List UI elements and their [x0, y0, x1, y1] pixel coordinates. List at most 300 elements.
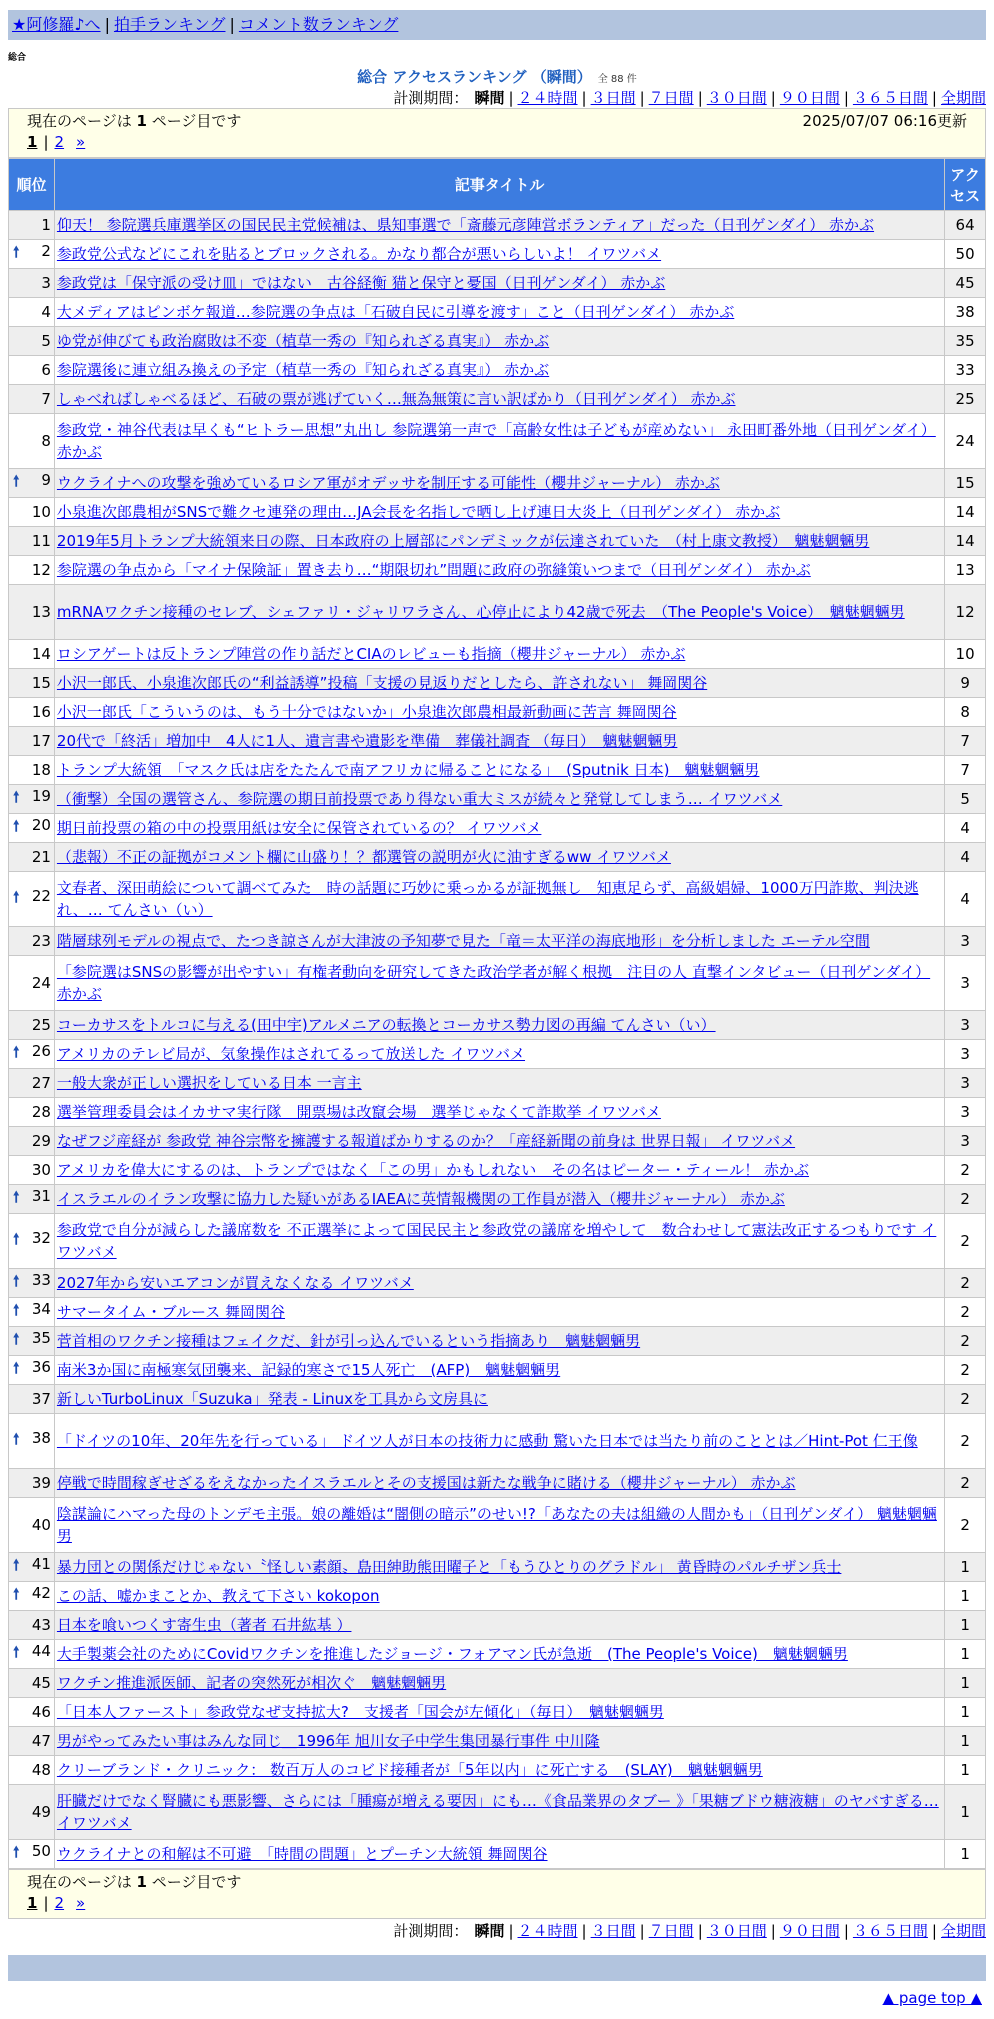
rank-cell [9, 1356, 55, 1385]
table-row [9, 527, 986, 556]
rank-up-arrow-icon: 🠕 [13, 1229, 20, 1248]
rank-cell [9, 1582, 55, 1611]
rank-number: 3 [41, 274, 51, 292]
article-link[interactable]: 一般大衆が正しい選択をしている日本 一言主 [56, 1074, 362, 1092]
article-link[interactable]: 菅首相のワクチン接種はフェイクだ、針が引っ込んでいるという指摘あり 魑魅魍魎男 [56, 1332, 641, 1350]
title-cell [54, 527, 944, 556]
rank-up-arrow-icon: 🠕 [13, 1642, 20, 1661]
table-row [9, 1469, 986, 1498]
article-link[interactable]: コーカサスをトルコに与える(田中宇)アルメニアの転換とコーカサス勢力図の再編 てんさい（い） [56, 1016, 716, 1034]
table-row [9, 756, 986, 785]
rank-cell [9, 1069, 55, 1098]
table-row [9, 1269, 986, 1298]
table-row [9, 640, 986, 669]
page-title: 総合 アクセスランキング （瞬間） [357, 68, 592, 86]
access-count: 1 [945, 1611, 986, 1640]
table-row [9, 1356, 986, 1385]
page-1-current: 1 [27, 1894, 38, 1912]
period-separator: | [639, 89, 645, 107]
title-cell [54, 1127, 944, 1156]
rank-cell [9, 269, 55, 298]
rank-up-arrow-icon: 🠕 [13, 1042, 20, 1061]
period-current: 瞬間 [474, 1922, 505, 1940]
rank-number: 4 [41, 303, 51, 321]
pager-links-bottom: 1 | 2 » [27, 1894, 86, 1912]
article-link[interactable]: 文春者、深田萌絵について調べてみた 時の話題に巧妙に乗っかるが証拠無し 知恵足らず、高級娼婦、1000万円詐欺、判決逃れ、… てんさい（い） [56, 879, 919, 919]
rank-number: 40 [31, 1516, 51, 1534]
table-row [9, 1298, 986, 1327]
nav-separator: | [229, 15, 235, 34]
table-row [9, 1127, 986, 1156]
pager-bottom [8, 1869, 986, 1919]
rank-number: 7 [41, 390, 51, 408]
article-link[interactable]: 暴力団との関係だけじゃない〝怪しい素顔〟島田紳助熊田曜子と「もうひとりのグラドル」 黄昏時のパルチザン兵士 [56, 1558, 842, 1576]
period-bar-bottom [8, 1921, 986, 1941]
table-row [9, 1011, 986, 1040]
table-row [9, 1385, 986, 1414]
title-cell [54, 669, 944, 698]
title-cell [54, 556, 944, 585]
access-count: 24 [945, 414, 986, 469]
title-cell [54, 1385, 944, 1414]
title-cell [54, 756, 944, 785]
rank-cell [9, 956, 55, 1011]
rank-cell [9, 327, 55, 356]
title-cell [54, 585, 944, 640]
title-cell [54, 1698, 944, 1727]
title-cell [54, 872, 944, 927]
section-label: 総合 [8, 53, 27, 63]
rank-cell [9, 1414, 55, 1469]
access-count: 3 [945, 1127, 986, 1156]
article-link[interactable]: 小沢一郎氏、小泉進次郎氏の“利益誘導”投稿「支援の見返りだとしたら、許されない」 舞岡関谷 [56, 674, 708, 692]
period-link-5[interactable]: ３６５日間 [852, 1922, 928, 1940]
table-row [9, 1840, 986, 1869]
access-count: 38 [945, 298, 986, 327]
period-link-2[interactable]: ７日間 [648, 89, 694, 107]
rank-number: 24 [31, 974, 51, 992]
rank-cell [9, 727, 55, 756]
table-row [9, 414, 986, 469]
article-link[interactable]: 参院選後に連立組み換えの予定（植草一秀の『知られざる真実』） 赤かぶ [56, 361, 550, 379]
home-link[interactable]: ★阿修羅♪へ [12, 15, 101, 34]
period-separator: | [581, 89, 587, 107]
access-count: 14 [945, 498, 986, 527]
article-link[interactable]: 2019年5月トランプ大統領来日の際、日本政府の上層部にパンデミックが伝達されていた （村上康文教授） 魑魅魍魎男 [56, 532, 870, 550]
table-row [9, 1327, 986, 1356]
title-cell [54, 1669, 944, 1698]
access-count: 12 [945, 585, 986, 640]
rank-cell [9, 1298, 55, 1327]
title-cell [54, 1156, 944, 1185]
table-row [9, 1756, 986, 1785]
article-link[interactable]: （悲報）不正の証拠がコメント欄に山盛り！？都選管の説明が火に油すぎるww イワツバメ [56, 848, 671, 866]
table-row [9, 1669, 986, 1698]
table-row [9, 843, 986, 872]
title-cell [54, 1469, 944, 1498]
period-link-1[interactable]: ３日間 [590, 89, 636, 107]
period-links [504, 89, 986, 107]
table-row [9, 1040, 986, 1069]
period-separator: | [843, 1922, 849, 1940]
article-link[interactable]: （衝撃）全国の選管さん、参院選の期日前投票であり得ない重大ミスが続々と発覚してしまう… イワツバメ [56, 790, 783, 808]
title-cell [54, 1582, 944, 1611]
rank-number: 10 [31, 503, 51, 521]
access-count: 5 [945, 785, 986, 814]
article-link[interactable]: トランプ大統領 「マスク氏は店をたたんで南アフリカに帰ることになる」 (Sputnik 日本) 魑魅魍魎男 [56, 761, 760, 779]
rank-cell [9, 814, 55, 843]
updated-time: 2025/07/07 06:16更新 [802, 112, 967, 130]
access-count: 10 [945, 640, 986, 669]
article-link[interactable]: 参政党公式などにこれを貼るとブロックされる。かなり都合が悪いらしいよ！ イワツバメ [56, 245, 662, 263]
rank-cell [9, 669, 55, 698]
rank-up-arrow-icon: 🠕 [13, 471, 20, 490]
table-row [9, 1640, 986, 1669]
title-cell [54, 414, 944, 469]
table-row [9, 556, 986, 585]
article-link[interactable]: ウクライナへの攻撃を強めているロシア軍がオデッサを制圧する可能性（櫻井ジャーナル） 赤かぶ [56, 474, 720, 492]
article-link[interactable]: 選挙管理委員会はイカサマ実行隊 開票場は改竄会場 選挙じゃなくて詐欺挙 イワツバメ [56, 1103, 661, 1121]
rank-cell [9, 1327, 55, 1356]
rank-cell [9, 927, 55, 956]
rank-cell [9, 1127, 55, 1156]
rank-number: 26 [31, 1041, 51, 1060]
table-row [9, 585, 986, 640]
article-link[interactable]: 小沢一郎氏「こういうのは、もう十分ではないか」小泉進次郎農相最新動画に苦言 舞岡関谷 [56, 703, 677, 721]
page-2-link[interactable]: 2 [54, 133, 65, 151]
rank-number: 29 [31, 1132, 51, 1150]
article-link[interactable]: 「参院選はSNSの影響が出やすい」有権者動向を研究してきた政治学者が解く根拠 注目の人 直撃インタビュー（日刊ゲンダイ） 赤かぶ [56, 963, 931, 1003]
title-cell [54, 1498, 944, 1553]
rank-number: 25 [31, 1016, 51, 1034]
article-link[interactable]: 男がやってみたい事はみんな同じ＿1996年 旭川女子中学生集団暴行事件 中川隆 [56, 1732, 600, 1750]
page-top-link[interactable]: ▲ page top ▲ [882, 1989, 982, 2007]
rank-cell [9, 1698, 55, 1727]
rank-up-arrow-icon: 🠕 [13, 1300, 20, 1319]
rank-cell [9, 469, 55, 498]
rank-number: 39 [31, 1474, 51, 1492]
rank-number: 28 [31, 1103, 51, 1121]
rank-cell [9, 785, 55, 814]
article-link[interactable]: アメリカを偉大にするのは、トランプではなく「この男」かもしれない その名はピーター・ティール！ 赤かぶ [56, 1161, 809, 1179]
period-label: 計測期間： [393, 1922, 469, 1940]
title-cell [54, 1727, 944, 1756]
title-cell [54, 1640, 944, 1669]
title-cell [54, 927, 944, 956]
table-row [9, 1785, 986, 1840]
article-link[interactable]: クリーブランド・クリニック： 数百万人のコビド接種者が「5年以内」に死亡する (SLAY) 魑魅魍魎男 [56, 1761, 763, 1779]
period-link-5[interactable]: ３６５日間 [852, 89, 928, 107]
access-count: 2 [945, 1156, 986, 1185]
access-count: 45 [945, 269, 986, 298]
clap-ranking-link[interactable]: 拍手ランキング [113, 15, 226, 34]
rank-number: 16 [31, 703, 51, 721]
title-cell [54, 1269, 944, 1298]
article-link[interactable]: 南米3か国に南極寒気団襲来、記録的寒さで15人死亡 (AFP) 魑魅魍魎男 [56, 1361, 561, 1379]
rank-cell [9, 1840, 55, 1869]
title-cell [54, 1011, 944, 1040]
article-link[interactable]: 参政党で自分が減らした議席数を 不正選挙によって国民民主と参政党の議席を増やして 数合わせして憲法改正するつもりです イワツバメ [56, 1221, 937, 1261]
title-cell [54, 698, 944, 727]
rank-number: 35 [31, 1328, 51, 1347]
access-count: 1 [945, 1640, 986, 1669]
title-cell [54, 1356, 944, 1385]
title-cell [54, 298, 944, 327]
current-page-text: 現在のページは 1 ページ目です [27, 112, 242, 130]
article-link[interactable]: この話、嘘かまことか、教えて下さい kokopon [56, 1587, 380, 1605]
article-link[interactable]: 参政党・神谷代表は早くも“ヒトラー思想”丸出し 参院選第一声で「高齢女性は子どもが産めない」 永田町番外地（日刊ゲンダイ） 赤かぶ [56, 421, 936, 461]
rank-number: 1 [41, 216, 51, 234]
rank-number: 21 [31, 848, 51, 866]
period-link-3[interactable]: ３０日間 [706, 1922, 767, 1940]
title-cell [54, 240, 944, 269]
period-separator: | [581, 1922, 587, 1940]
article-link[interactable]: 日本を喰いつくす寄生虫（著者 石井紘基 ） [56, 1616, 352, 1634]
article-link[interactable]: 「ドイツの10年、20年先を行っている」 ドイツ人が日本の技術力に感動 驚いた日本では当たり前のこととは／Hint-Pot 仁王像 [56, 1432, 918, 1450]
article-link[interactable]: ゆ党が伸びても政治腐敗は不変（植草一秀の『知られざる真実』） 赤かぶ [56, 332, 550, 350]
article-link[interactable]: 参院選の争点から「マイナ保険証」置き去り…“期限切れ”問題に政府の弥縫策いつまで（日刊ゲンダイ） 赤かぶ [56, 561, 811, 579]
current-page-text-bottom: 現在のページは 1 ページ目です [27, 1873, 242, 1891]
period-bar-top [8, 88, 986, 108]
access-count: 3 [945, 1069, 986, 1098]
article-link[interactable]: 新しいTurboLinux「Suzuka」発表 - Linuxを工具から文房具に [56, 1390, 488, 1408]
table-row [9, 469, 986, 498]
title-cell [54, 843, 944, 872]
article-link[interactable]: なぜフジ産経が 参政党 神谷宗幣を擁護する報道ばかりするのか？「産経新聞の前身は 世界日報」 イワツバメ [56, 1132, 796, 1150]
table-row [9, 240, 986, 269]
title-cell [54, 1098, 944, 1127]
comment-ranking-link[interactable]: コメント数ランキング [238, 15, 399, 34]
rank-cell [9, 1040, 55, 1069]
rank-number: 45 [31, 1674, 51, 1692]
article-link[interactable]: 2027年から安いエアコンが買えなくなる イワツバメ [56, 1274, 414, 1292]
rank-cell [9, 1785, 55, 1840]
access-count: 7 [945, 727, 986, 756]
rank-cell [9, 240, 55, 269]
access-count: 1 [945, 1669, 986, 1698]
rank-cell [9, 1640, 55, 1669]
article-link[interactable]: 20代で「終活」増加中 4人に1人、遺言書や遺影を準備 葬儀社調査 （毎日） 魑魅魍魎男 [56, 732, 678, 750]
table-row [9, 727, 986, 756]
rank-number: 20 [31, 815, 51, 834]
rank-cell [9, 1098, 55, 1127]
article-link[interactable]: 大手製薬会社のためにCovidワクチンを推進したジョージ・フォアマン氏が急逝 (The People's Voice) 魑魅魍魎男 [56, 1645, 848, 1663]
article-link[interactable]: ワクチン推進派医師、記者の突然死が相次ぐ 魑魅魍魎男 [56, 1674, 447, 1692]
article-link[interactable]: 参政党は「保守派の受け皿」ではない 古谷経衡 猫と保守と憂国（日刊ゲンダイ） 赤かぶ [56, 274, 666, 292]
rank-number: 6 [41, 361, 51, 379]
rank-cell [9, 527, 55, 556]
period-separator: | [639, 1922, 645, 1940]
article-link[interactable]: 停戦で時間稼ぎせざるをえなかったイスラエルとその支援国は新たな戦争に賭ける（櫻井ジャーナル） 赤かぶ [56, 1474, 796, 1492]
access-count: 1 [945, 1727, 986, 1756]
article-link[interactable]: アメリカのテレビ局が、気象操作はされてるって放送した イワツバメ [56, 1045, 526, 1063]
rank-cell [9, 414, 55, 469]
access-count: 4 [945, 814, 986, 843]
rank-up-arrow-icon: 🠕 [13, 1555, 20, 1574]
rank-cell [9, 1756, 55, 1785]
pager-top [8, 108, 986, 158]
access-count: 2 [945, 1356, 986, 1385]
title-cell [54, 469, 944, 498]
rank-number: 14 [31, 645, 51, 663]
rank-number: 34 [31, 1299, 51, 1318]
rank-up-arrow-icon: 🠕 [13, 1358, 20, 1377]
rank-number: 30 [31, 1161, 51, 1179]
period-separator: | [770, 89, 776, 107]
table-row [9, 1582, 986, 1611]
rank-cell [9, 1727, 55, 1756]
rank-up-arrow-icon: 🠕 [13, 1329, 20, 1348]
rank-cell [9, 1553, 55, 1582]
rank-number: 15 [31, 674, 51, 692]
period-link-0[interactable]: ２４時間 [517, 89, 578, 107]
rank-up-arrow-icon: 🠕 [13, 1584, 20, 1603]
article-link[interactable]: 小泉進次郎農相がSNSで難クセ連発の理由…JA会長を名指しで晒し上げ連日大炎上（日刊ゲンダイ） 赤かぶ [56, 503, 781, 521]
header-rank: 順位 [9, 159, 55, 211]
period-link-4[interactable]: ９０日間 [779, 89, 840, 107]
title-cell [54, 269, 944, 298]
table-row [9, 1098, 986, 1127]
title-cell [54, 1040, 944, 1069]
access-count: 3 [945, 1040, 986, 1069]
bottom-bar [8, 1955, 986, 1981]
access-count: 3 [945, 1011, 986, 1040]
title-cell [54, 1414, 944, 1469]
article-link[interactable]: しゃべればしゃべるほど、石破の票が逃げていく…無為無策に言い訳ばかり（日刊ゲンダイ） 赤かぶ [56, 390, 736, 408]
rank-cell [9, 843, 55, 872]
title-cell [54, 1840, 944, 1869]
access-count: 15 [945, 469, 986, 498]
rank-up-arrow-icon: 🠕 [13, 242, 20, 261]
period-link-3[interactable]: ３０日間 [706, 89, 767, 107]
rank-cell [9, 498, 55, 527]
table-row [9, 927, 986, 956]
period-link-4[interactable]: ９０日間 [779, 1922, 840, 1940]
article-link[interactable]: 仰天！ 参院選兵庫選挙区の国民民主党候補は、県知事選で「斎藤元彦陣営ボランティア」だった（日刊ゲンダイ） 赤かぶ [56, 216, 875, 234]
title-cell [54, 1185, 944, 1214]
period-separator: | [508, 1922, 514, 1940]
page-1-current: 1 [27, 133, 38, 151]
period-separator: | [508, 89, 514, 107]
period-link-0[interactable]: ２４時間 [517, 1922, 578, 1940]
rank-number: 32 [31, 1228, 51, 1247]
article-link[interactable]: 大メディアはピンボケ報道…参院選の争点は「石破自民に引導を渡す」こと（日刊ゲンダイ） 赤かぶ [56, 303, 735, 321]
period-link-6[interactable]: 全期間 [940, 1922, 986, 1940]
title-cell [54, 1214, 944, 1269]
table-row [9, 356, 986, 385]
table-row [9, 298, 986, 327]
rank-cell [9, 585, 55, 640]
rank-cell [9, 756, 55, 785]
access-count: 3 [945, 927, 986, 956]
access-count: 1 [945, 1785, 986, 1840]
access-count: 2 [945, 1327, 986, 1356]
ranking-table [8, 158, 986, 1869]
period-link-1[interactable]: ３日間 [590, 1922, 636, 1940]
period-link-6[interactable]: 全期間 [940, 89, 986, 107]
article-link[interactable]: ロシアゲートは反トランプ陣営の作り話だとCIAのレビューも指摘（櫻井ジャーナル） 赤かぶ [56, 645, 686, 663]
access-count: 1 [945, 1582, 986, 1611]
title-cell [54, 1298, 944, 1327]
rank-cell [9, 1156, 55, 1185]
access-count: 1 [945, 1553, 986, 1582]
header-title: 記事タイトル [54, 159, 944, 211]
table-row [9, 872, 986, 927]
title-cell [54, 956, 944, 1011]
access-count: 2 [945, 1385, 986, 1414]
rank-number: 46 [31, 1703, 51, 1721]
page-2-link[interactable]: 2 [54, 1894, 65, 1912]
access-count: 2 [945, 1469, 986, 1498]
access-count: 2 [945, 1269, 986, 1298]
rank-up-arrow-icon: 🠕 [13, 816, 20, 835]
period-separator: | [697, 1922, 703, 1940]
title-cell [54, 1327, 944, 1356]
title-cell [54, 814, 944, 843]
table-row [9, 1553, 986, 1582]
rank-number: 47 [31, 1732, 51, 1750]
access-count: 9 [945, 669, 986, 698]
access-count: 2 [945, 1214, 986, 1269]
access-count: 7 [945, 756, 986, 785]
rank-number: 5 [41, 332, 51, 350]
rank-up-arrow-icon: 🠕 [13, 887, 20, 906]
title-cell [54, 1785, 944, 1840]
next-page-link[interactable]: » [76, 1894, 86, 1912]
table-row [9, 269, 986, 298]
rank-number: 43 [31, 1616, 51, 1634]
access-count: 2 [945, 1185, 986, 1214]
article-link[interactable]: イスラエルのイラン攻撃に協力した疑いがあるIAEAに英情報機関の工作員が潜入（櫻井ジャーナル） 赤かぶ [56, 1190, 785, 1208]
table-row [9, 1156, 986, 1185]
next-page-link[interactable]: » [76, 133, 86, 151]
article-link[interactable]: サマータイム・ブルース 舞岡関谷 [56, 1303, 286, 1321]
page-title-row [8, 66, 986, 86]
article-link[interactable]: 期日前投票の箱の中の投票用紙は安全に保管されているの？ イワツバメ [56, 819, 542, 837]
top-nav [8, 10, 986, 40]
article-link[interactable]: 陰謀論にハマった母のトンデモ主張。娘の離婚は“闇側の暗示”のせい!?「あなたの夫は組織の人間かも」（日刊ゲンダイ） 魑魅魍魎男 [56, 1505, 937, 1545]
table-row [9, 1414, 986, 1469]
article-link[interactable]: mRNAワクチン接種のセレブ、シェファリ・ジャリワラさん、心停止により42歳で死去 （The People's Voice） 魑魅魍魎男 [56, 603, 905, 621]
rank-number: 38 [31, 1428, 51, 1447]
rank-number: 18 [31, 761, 51, 779]
title-cell [54, 640, 944, 669]
period-link-2[interactable]: ７日間 [648, 1922, 694, 1940]
article-link[interactable]: 「日本人ファースト」参政党なぜ支持拡大? 支援者「国会が左傾化」（毎日） 魑魅魍魎男 [56, 1703, 664, 1721]
article-link[interactable]: ウクライナとの和解は不可避 「時間の問題」とプーチン大統領 舞岡関谷 [56, 1845, 548, 1863]
table-row [9, 1727, 986, 1756]
rank-cell [9, 1011, 55, 1040]
period-separator: | [697, 89, 703, 107]
title-cell [54, 1553, 944, 1582]
table-row [9, 1214, 986, 1269]
period-links [504, 1922, 986, 1940]
table-row [9, 1185, 986, 1214]
table-row [9, 1498, 986, 1553]
article-link[interactable]: 肝臓だけでなく腎臓にも悪影響、さらには「腫瘍が増える要因」にも…《食品業界のタブー 》「果糖ブドウ糖液糖」のヤバすぎる… イワツバメ [56, 1792, 939, 1832]
title-cell [54, 211, 944, 240]
access-count: 1 [945, 1756, 986, 1785]
table-row [9, 327, 986, 356]
period-current: 瞬間 [474, 89, 505, 107]
rank-number: 37 [31, 1390, 51, 1408]
title-cell [54, 498, 944, 527]
rank-up-arrow-icon: 🠕 [13, 1429, 20, 1448]
access-count: 35 [945, 327, 986, 356]
access-count: 50 [945, 240, 986, 269]
table-row [9, 211, 986, 240]
article-link[interactable]: 階層球列モデルの視点で、たつき諒さんが大津波の予知夢で見た「竜＝太平洋の海底地形」を分析しました エーテル空間 [56, 932, 870, 950]
